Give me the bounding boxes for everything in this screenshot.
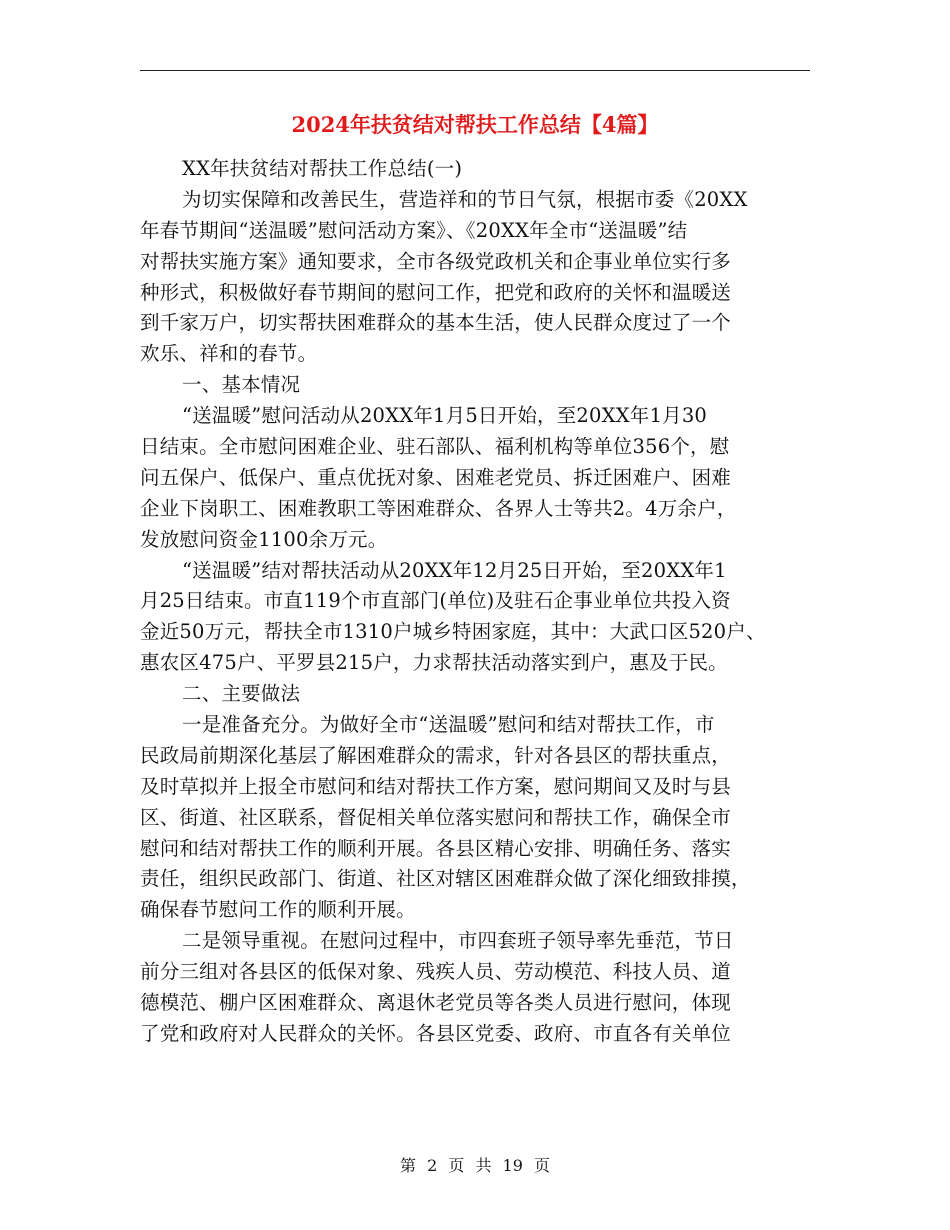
- paragraph-line: 欢乐、祥和的春节。: [140, 342, 318, 366]
- paragraph-first-line: 二是领导重视。在慰问过程中，市四套班子领导率先垂范，节日: [182, 929, 734, 953]
- paragraph-line: 到千家万户，切实帮扶困难群众的基本生活，使人民群众度过了一个: [140, 311, 732, 335]
- paragraph-line: 前分三组对各县区的低保对象、残疾人员、劳动模范、科技人员、道: [140, 960, 732, 984]
- paragraph-line: 责任，组织民政部门、街道、社区对辖区困难群众做了深化细致排摸，: [140, 867, 751, 891]
- header-rule: [140, 70, 810, 71]
- paragraph-line: 日结束。全市慰问困难企业、驻石部队、福利机构等单位356个，慰: [140, 435, 730, 459]
- paragraph-line: 年春节期间“送温暖”慰问活动方案》、《20XX年全市“送温暖”结: [140, 218, 688, 242]
- paragraph-line: 区、街道、社区联系，督促相关单位落实慰问和帮扶工作，确保全市: [140, 805, 732, 829]
- paragraph-line: 及时草拟并上报全市慰问和结对帮扶工作方案，慰问期间又及时与县: [140, 774, 732, 798]
- paragraph-line: 问五保户、低保户、重点优抚对象、困难老党员、拆迁困难户、困难: [140, 465, 732, 489]
- paragraph-first-line: 一是准备充分。为做好全市“送温暖”慰问和结对帮扶工作，市: [182, 713, 715, 737]
- paragraph-first-line: 二、主要做法: [182, 682, 301, 706]
- paragraph-line: 发放慰问资金1100余万元。: [140, 527, 388, 551]
- paragraph-line: 企业下岗职工、困难教职工等困难群众、各界人士等共2。4万余户，: [140, 496, 737, 520]
- paragraph-first-line: 一、基本情况: [182, 373, 301, 397]
- paragraph-first-line: “送温暖”结对帮扶活动从20XX年12月25日开始，至20XX年1: [182, 558, 727, 582]
- paragraph-line: 民政局前期深化基层了解困难群众的需求，针对各县区的帮扶重点，: [140, 743, 732, 767]
- paragraph-line: 对帮扶实施方案》通知要求，全市各级党政机关和企事业单位实行多: [140, 249, 732, 273]
- paragraph-line: 慰问和结对帮扶工作的顺利开展。各县区精心安排、明确任务、落实: [140, 836, 732, 860]
- paragraph-first-line: 为切实保障和改善民生，营造祥和的节日气氛，根据市委《20XX: [182, 187, 748, 211]
- paragraph-line: 确保春节慰问工作的顺利开展。: [140, 898, 416, 922]
- page-number-footer: 第 2 页 共 19 页: [400, 1156, 550, 1175]
- paragraph-first-line: “送温暖”慰问活动从20XX年1月5日开始，至20XX年1月30: [182, 404, 708, 428]
- paragraph-line: 德模范、棚户区困难群众、离退休老党员等各类人员进行慰问，体现: [140, 991, 732, 1015]
- document-title: 2024年扶贫结对帮扶工作总结【4篇】: [291, 112, 659, 137]
- paragraph-line: 月25日结束。市直119个市直部门(单位)及驻石企事业单位共投入资: [140, 589, 731, 613]
- paragraph-line: 金近50万元，帮扶全市1310户城乡特困家庭，其中：大武口区520户、: [140, 620, 766, 644]
- paragraph-line: 了党和政府对人民群众的关怀。各县区党委、政府、市直各有关单位: [140, 1021, 732, 1045]
- paragraph-line: 种形式，积极做好春节期间的慰问工作，把党和政府的关怀和温暖送: [140, 280, 732, 304]
- document-body: [140, 154, 820, 1050]
- paragraph-line: 惠农区475户、平罗县215户，力求帮扶活动落实到户，惠及于民。: [140, 651, 728, 675]
- paragraph-first-line: XX年扶贫结对帮扶工作总结(一): [182, 157, 463, 180]
